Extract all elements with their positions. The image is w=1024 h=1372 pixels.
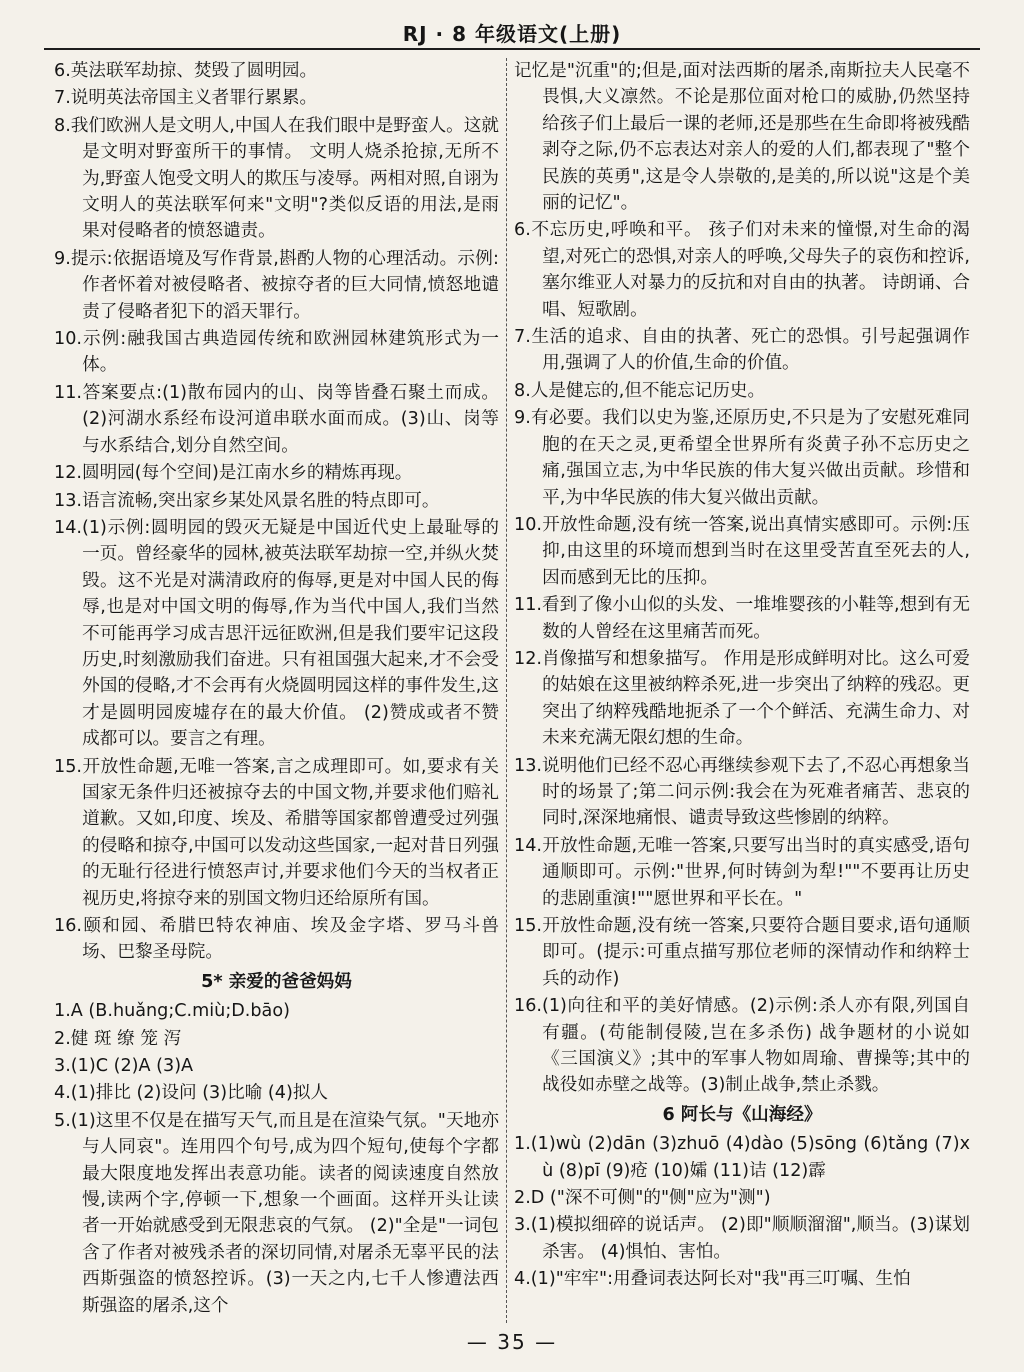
answer-item: 6.不忘历史,呼唤和平。 孩子们对未来的憧憬,对生命的渴望,对死亡的恐惧,对亲人的呼唤,父母失子的哀伤和控诉,塞尔维亚人对暴力的反抗和对自由的执著。 诗朗诵、合唱、短歌剧。 <box>514 220 970 320</box>
answer-item: 7.生活的追求、自由的执著、死亡的恐惧。引号起强调作用,强调了人的价值,生命的价值。 <box>514 327 970 374</box>
answer-item: 9.提示:依据语境及写作背景,斟酌人物的心理活动。示例:作者怀着对被侵略者、被掠夺者的巨大同情,愤怒地谴责了侵略者犯下的滔天罪行。 <box>54 248 499 322</box>
page-number: — 35 — <box>466 1330 558 1354</box>
answer-item: 15.开放性命题,没有统一答案,只要符合题目要求,语句通顺即可。(提示:可重点描写那位老师的深情动作和纳粹士兵的动作) <box>514 916 970 989</box>
header-rule <box>44 48 980 50</box>
answer-item: 9.有必要。我们以史为鉴,还原历史,不只是为了安慰死难同胞的在天之灵,更希望全世界所有炎黄子孙不忘历史之痛,强国立志,为中华民族的伟大复兴做出贡献。珍惜和平,为中华民族的伟大复兴做出贡献。 <box>514 408 970 508</box>
answer-item: 14.(1)示例:圆明园的毁灭无疑是中国近代史上最耻辱的一页。曾经豪华的园林,被英法联军劫掠一空,并纵火焚毁。这不光是对满清政府的侮辱,更是对中国人民的侮辱,也是对中国文明的侮辱,作为当代中国人,我们当然不可能再学习成吉思汗远征欧洲,但是我们要牢记这段历史,时刻激励我们奋进。只有祖国强大起来,才不会受外国的侵略,才不会再有火烧圆明园这样的事件发生,这才是圆明园废墟存在的最大价值。 (2)赞成或者不赞成都可以。要言之有理。 <box>54 517 499 750</box>
answer-item: 4.(1)"牢牢":用叠词表达阿长对"我"再三叮嘱、生怕 <box>514 1269 911 1290</box>
answer-item: 4.(1)排比 (2)设问 (3)比喻 (4)拟人 <box>54 1083 329 1104</box>
answer-item: 16.颐和园、希腊巴特农神庙、埃及金字塔、罗马斗兽场、巴黎圣母院。 <box>54 916 499 963</box>
left-column <box>54 58 499 1323</box>
page-header: RJ · 8 年级语文(上册) <box>402 22 622 46</box>
answer-item: 2.D ("深不可侧"的"侧"应为"测") <box>514 1188 771 1209</box>
answer-item: 5.(1)这里不仅是在描写天气,而且是在渲染气氛。"天地亦与人同哀"。连用四个句号,成为四个短句,使每个字都最大限度地发挥出表意功能。读者的阅读速度自然放慢,读两个字,停顿一下,想象一个画面。这样开头让读者一开始就感受到无限悲哀的气氛。 (2)"全是"一词包含了作者对被残杀者的深切同情,对屠杀无辜平民的法西斯强盗的愤怒控诉。(3)一天之内,七千人惨遭法西斯强盗的屠杀,这个 <box>54 1110 499 1316</box>
answer-item: 记忆是"沉重"的;但是,面对法西斯的屠杀,南斯拉夫人民毫不畏惧,大义凛然。不论是那位面对枪口的威胁,仍然坚持给孩子们上最后一课的老师,还是那些在生命即将被残酷剥夺之际,仍不忘表达对亲人的爱的人们,都表现了"整个民族的英勇",这是令人崇敬的,是美的,所以说"这是个美丽的记忆"。 <box>514 61 970 214</box>
answer-item: 1.A (B.huǎng;C.miù;D.bāo) <box>54 1001 290 1022</box>
answer-item: 6.英法联军劫掠、焚毁了圆明园。 <box>54 61 318 81</box>
answer-item: 3.(1)模拟细碎的说话声。 (2)即"顺顺溜溜",顺当。(3)谋划杀害。 (4)惧怕、害怕。 <box>514 1215 970 1262</box>
section-heading-lesson-5: 5* 亲爱的爸爸妈妈 <box>201 971 352 992</box>
answer-item: 10.开放性命题,没有统一答案,说出真情实感即可。示例:压抑,由这里的环境而想到当时在这里受苦直至死去的人,因而感到无比的压抑。 <box>514 514 970 588</box>
column-divider <box>506 58 507 1323</box>
answer-item: 8.人是健忘的,但不能忘记历史。 <box>514 380 766 401</box>
answer-item: 11.答案要点:(1)散布园内的山、岗等皆叠石聚土而成。(2)河湖水系经布设河道串联水面而成。(3)山、岗等与水系结合,划分自然空间。 <box>54 382 499 456</box>
section-heading-lesson-6: 6 阿长与《山海经》 <box>662 1104 822 1125</box>
answer-item: 13.说明他们已经不忍心再继续参观下去了,不忍心再想象当时的场景了;第二问示例:我会在为死难者痛苦、悲哀的同时,深深地痛恨、谴责导致这些惨剧的纳粹。 <box>514 755 970 829</box>
answer-item: 14.开放性命题,无唯一答案,只要写出当时的真实感受,语句通顺即可。示例:"世界,何时铸剑为犁!""不要再让历史的悲剧重演!""愿世界和平长在。" <box>514 835 970 909</box>
answer-item: 10.示例:融我国古典造园传统和欧洲园林建筑形式为一体。 <box>54 329 499 376</box>
right-column <box>514 58 970 1323</box>
answer-item: 15.开放性命题,无唯一答案,言之成理即可。如,要求有关国家无条件归还被掠夺去的中国文物,并要求他们赔礼道歉。又如,印度、埃及、希腊等国家都曾遭受过列强的侵略和掠夺,中国可以发动这些国家,一起对昔日列强的无耻行径进行愤怒声讨,并要求他们今天的当权者正视历史,将掠夺来的别国文物归还给原所有国。 <box>54 756 499 909</box>
answer-item: 8.我们欧洲人是文明人,中国人在我们眼中是野蛮人。这就是文明对野蛮所干的事情。 文明人烧杀抢掠,无所不为,野蛮人饱受文明人的欺压与凌辱。两相对照,自诩为文明人的英法联军何来"文明"?类似反语的用法,是雨果对侵略者的愤怒谴责。 <box>54 115 499 242</box>
answer-item: 12.肖像描写和想象描写。 作用是形成鲜明对比。这么可爱的姑娘在这里被纳粹杀死,进一步突出了纳粹的残忍。更突出了纳粹残酷地扼杀了一个个鲜活、充满生命力、对未来充满无限幻想的生命。 <box>514 648 970 749</box>
answer-item: 11.看到了像小山似的头发、一堆堆婴孩的小鞋等,想到有无数的人曾经在这里痛苦而死。 <box>514 595 970 642</box>
answer-item: 3.(1)C (2)A (3)A <box>54 1056 194 1077</box>
answer-item: 16.(1)向往和平的美好情感。(2)示例:杀人亦有限,列国自有疆。(苟能制侵陵,岂在多杀伤) 战争题材的小说如《三国演义》;其中的军事人物如周瑜、曹操等;其中的战役如赤壁之战等。(3)制止战争,禁止杀戮。 <box>514 996 970 1096</box>
answer-item: 7.说明英法帝国主义者罪行累累。 <box>54 88 318 109</box>
answer-item: 2.健 斑 缭 笼 泻 <box>54 1028 182 1049</box>
answer-item: 1.(1)wù (2)dān (3)zhuō (4)dào (5)sōng (6)tǎng (7)xù (8)pī (9)疮 (10)孀 (11)诘 (12)霹 <box>514 1134 970 1181</box>
answer-item: 12.圆明园(每个空间)是江南水乡的精炼再现。 <box>54 463 413 484</box>
answer-item: 13.语言流畅,突出家乡某处风景名胜的特点即可。 <box>54 490 440 511</box>
